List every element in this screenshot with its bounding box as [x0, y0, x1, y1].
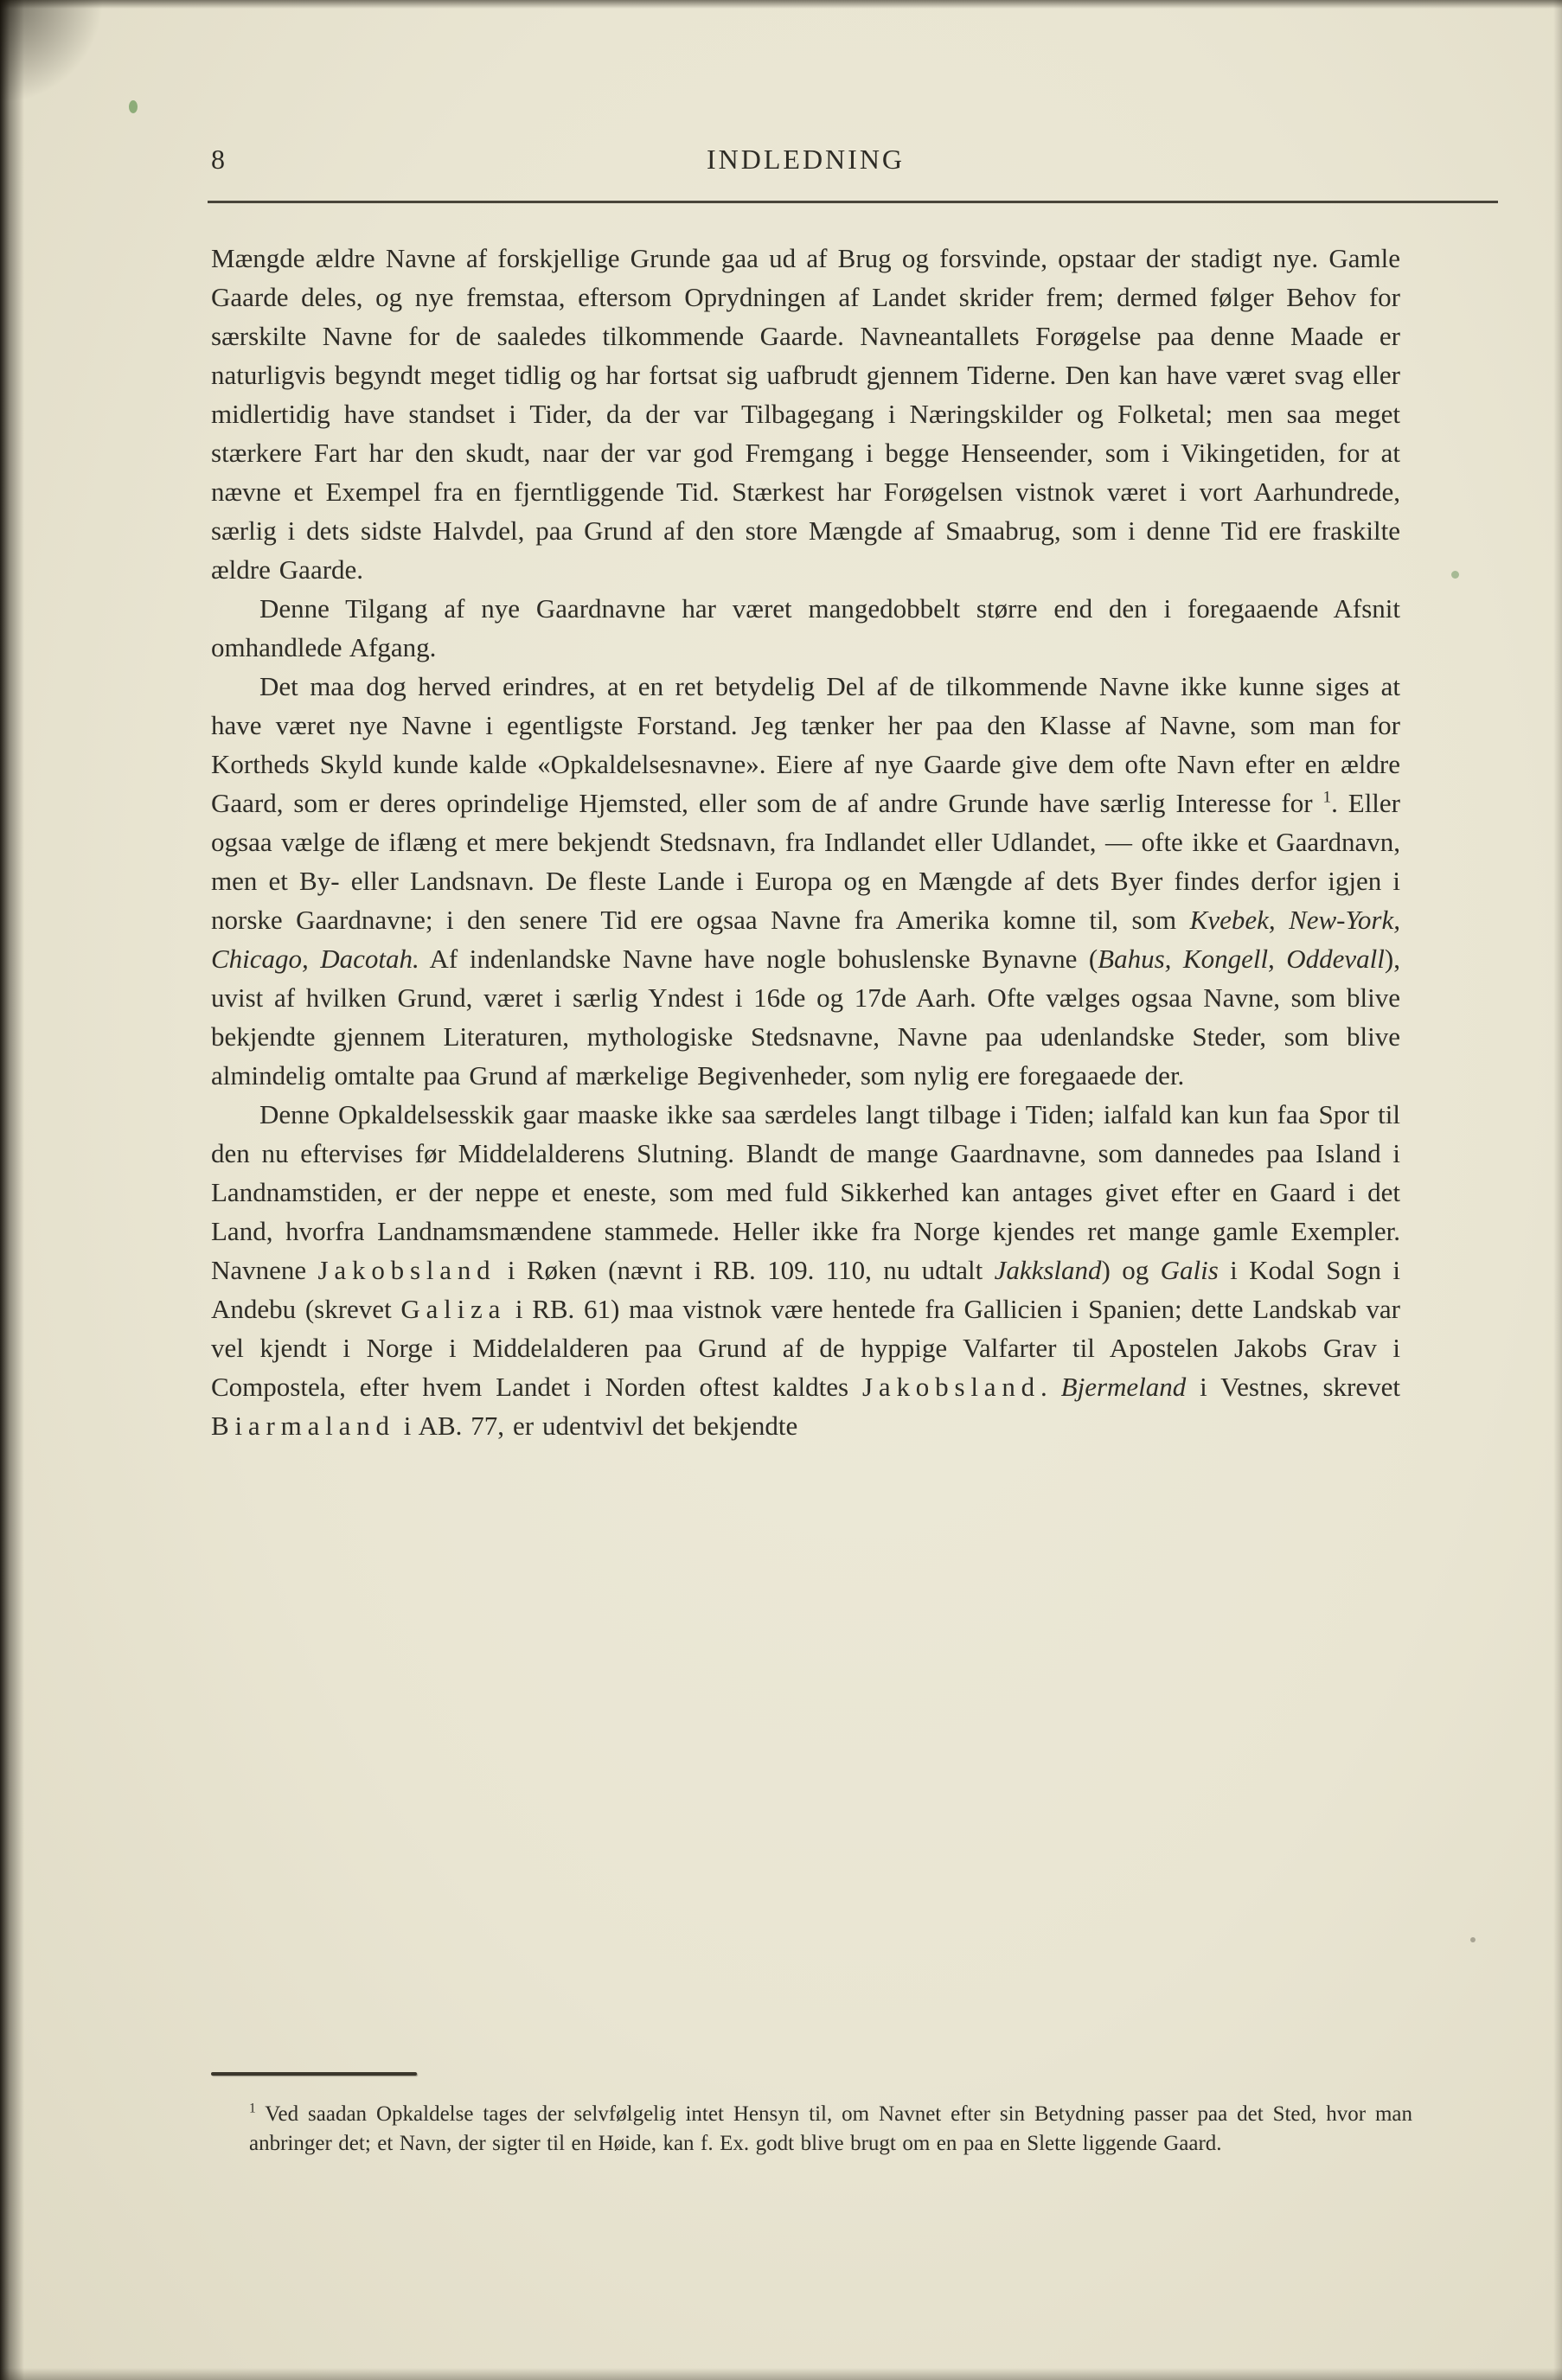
text-segment: Jakobsland	[862, 1372, 1040, 1402]
scan-edge-top	[0, 0, 1562, 9]
text-segment: 1	[249, 2101, 256, 2116]
text-segment: i Røken (nævnt i RB. 109. 110, nu udtalt	[496, 1255, 995, 1285]
text-segment: Bahus, Kongell, Oddevall	[1098, 944, 1385, 974]
text-segment: i RB. 61) maa vistnok være hentede fra Gallicien i Spanien; dette Landskab var vel kjendt i Norge i Middelalderen paa Grund af de hyppige Valfarter til Apostelen Jakobs Grav i Compostela, efter hvem Landet i Norden oftest kaldtes	[211, 1294, 1400, 1402]
text-segment: Det maa dog herved erindres, at en ret betydelig Del af de tilkommende Navne ikke kunne siges at have været nye Navne i egentligste Forstand. Jeg tænker her paa den Klasse af Navne, som man for Kortheds Skyld kunde kalde «Opkaldelsesnavne». Eiere af nye Gaarde give dem ofte Navn efter en ældre Gaard, som er deres oprindelige Hjemsted, eller som de af andre Grunde have særlig Interesse for	[211, 671, 1400, 818]
scan-edge-left	[0, 0, 24, 2380]
text-segment: Bjermeland	[1060, 1372, 1187, 1402]
text-segment: Kvebek, New-York, Chicago, Dacotah.	[211, 905, 1400, 974]
scan-corner-shadow	[0, 0, 104, 104]
body-text	[211, 239, 1400, 1445]
paragraph	[211, 239, 1400, 589]
text-segment: Biarmaland	[211, 1411, 395, 1441]
text-segment: ) og	[1101, 1255, 1161, 1285]
text-segment: Jakobsland	[317, 1255, 496, 1285]
scan-speck	[1451, 571, 1459, 579]
text-segment: ), uvist af hvilken Grund, været i særlig Yndest i 16de og 17de Aarh. Ofte vælges ogsaa Navne, som blive bekjendte gjennem Literaturen, mythologiske Stedsnavne, Navne paa udenlandske Steder, som blive almindelig omtalte paa Grund af mærkelige Begivenheder, som nylig ere foregaaede der.	[211, 944, 1400, 1091]
scan-edge-bottom	[0, 2368, 1562, 2380]
text-segment: 1	[1322, 788, 1332, 807]
paragraph	[211, 589, 1400, 667]
text-segment: Denne Tilgang af nye Gaardnavne har været mangedobbelt større end den i foregaaende Afsnit omhandlede Afgang.	[211, 593, 1400, 662]
text-segment: i AB. 77, er udentvivl det bekjendte	[394, 1411, 798, 1441]
text-segment: Af indenlandske Navne have nogle bohuslenske Bynavne (	[419, 944, 1098, 974]
scan-speck	[1470, 1937, 1476, 1942]
text-segment: .	[1040, 1372, 1061, 1402]
text-segment: Ved saadan Opkaldelse tages der selvfølgelig intet Hensyn til, om Navnet efter sin Betydning passer paa det Sted, hvor man anbringer det; et Navn, der sigter til en Høide, kan f. Ex. godt blive brugt om en paa en Slette liggende Gaard.	[249, 2102, 1412, 2155]
text-segment: i Kodal Sogn i Andebu (skrevet	[211, 1255, 1401, 1324]
footnote	[249, 2100, 1412, 2159]
paragraph	[211, 1095, 1400, 1445]
text-segment: Galis	[1160, 1255, 1219, 1285]
text-segment: i Vestnes, skrevet	[1186, 1372, 1401, 1402]
text-segment: Denne Opkaldelsesskik gaar maaske ikke saa særdeles langt tilbage i Tiden; ialfald kan kun faa Spor til den nu eftervises før Middelalderens Slutning. Blandt de mange Gaardnavne, som dannedes paa Island i Landnamstiden, er der neppe et eneste, som med fuld Sikkerhed kan antages givet efter en Gaard i det Land, hvorfra Landnamsmændene stammede. Heller ikke fra Norge kjendes ret mange gamle Exempler. Navnene	[211, 1099, 1400, 1285]
running-header: INDLEDNING	[706, 144, 906, 175]
header-rule	[208, 201, 1498, 203]
text-segment: Mængde ældre Navne af forskjellige Grunde gaa ud af Brug og forsvinde, opstaar der stadigt nye. Gamle Gaarde deles, og nye fremstaa, eftersom Oprydningen af Landet skrider frem; dermed følger Behov for særskilte Navne for de saaledes tilkommende Gaarde. Navneantallets Forøgelse paa denne Maade er naturligvis begyndt meget tidlig og har fortsat sig uafbrudt gjennem Tiderne. Den kan have været svag eller midlertidig have standset i Tider, da der var Tilbagegang i Næringskilder og Folketal; men saa meget stærkere Fart har den skudt, naar der var god Fremgang i begge Henseender, som i Vikingetiden, for at nævne et Exempel fra en fjerntliggende Tid. Stærkest har Forøgelsen vistnok været i vort Aarhundrede, særlig i dets sidste Halvdel, paa Grund af den store Mængde af Smaabrug, som i denne Tid ere fraskilte ældre Gaarde.	[211, 243, 1400, 585]
paragraph	[211, 667, 1400, 1095]
text-segment: Jakksland	[994, 1255, 1102, 1285]
text-segment: . Eller ogsaa vælge de iflæng et mere bekjendt Stedsnavn, fra Indlandet eller Udlandet, — ofte ikke et Gaardnavn, men et By- eller Landsnavn. De fleste Lande i Europa og en Mængde af dets Byer findes derfor igjen i norske Gaardnavne; i den senere Tid ere ogsaa Navne fra Amerika komne til, som	[211, 788, 1400, 935]
page-number: 8	[211, 144, 225, 175]
scan-speck	[129, 100, 138, 113]
page-header	[211, 144, 1400, 182]
footnote-separator	[211, 2072, 417, 2076]
scan-edge-right	[1553, 0, 1562, 2380]
text-segment: Galiza	[400, 1294, 507, 1324]
